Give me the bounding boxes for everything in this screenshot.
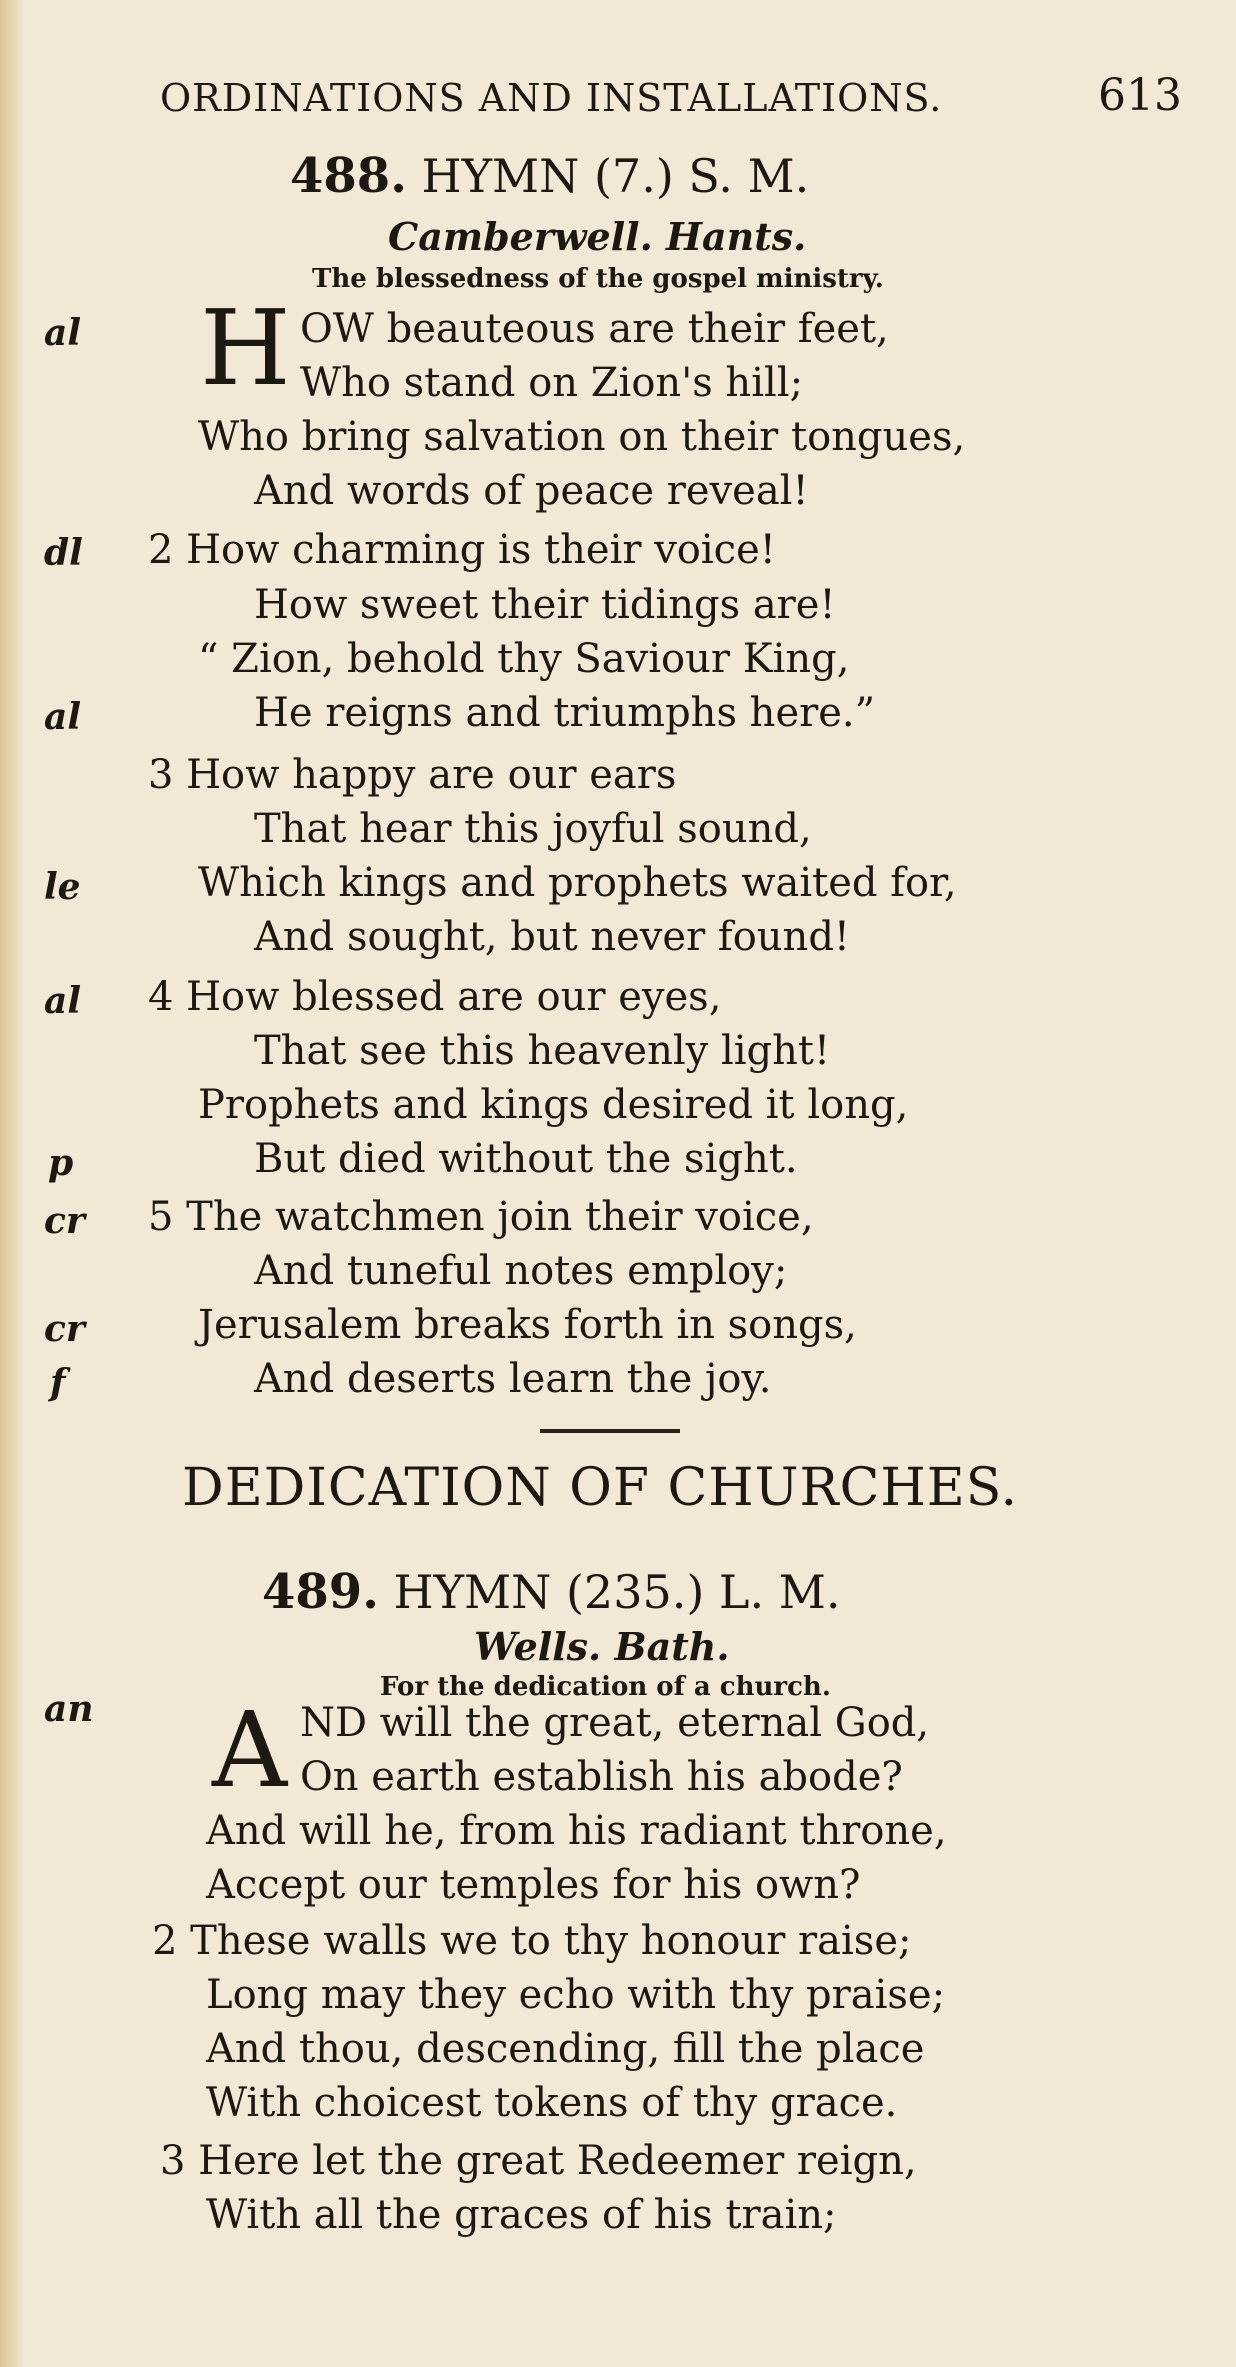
hymn-489-subject: For the dedication of a church. — [380, 1672, 831, 1702]
hymn-489-tune: Wells. Bath. — [474, 1624, 730, 1669]
hymn-488-heading — [290, 148, 809, 204]
hymn-line: ND will the great, eternal God, — [300, 1700, 930, 1746]
hymn-line: Prophets and kings desired it long, — [198, 1082, 909, 1128]
hymn-line: OW beauteous are their feet, — [300, 306, 889, 352]
margin-mark: le — [44, 866, 81, 908]
page-number: 613 — [1098, 70, 1182, 121]
hymn-488-tune: Camberwell. Hants. — [388, 214, 807, 259]
hymn-line: Which kings and prophets waited for, — [198, 860, 957, 906]
margin-mark: al — [44, 980, 82, 1022]
hymn-number: 489. — [262, 1564, 379, 1620]
hymn-line: Who bring salvation on their tongues, — [198, 414, 966, 460]
running-head: ORDINATIONS AND INSTALLATIONS. — [160, 76, 943, 120]
hymn-488-subject: The blessedness of the gospel ministry. — [312, 264, 884, 294]
hymn-line: That see this heavenly light! — [254, 1028, 831, 1074]
margin-mark: al — [44, 696, 82, 738]
hymn-meter: HYMN (235.) L. M. — [393, 1565, 841, 1619]
hymn-489-dropcap: A — [212, 1689, 288, 1811]
hymn-line: And tuneful notes employ; — [254, 1248, 788, 1294]
margin-mark: p — [48, 1142, 74, 1184]
hymn-line: And will he, from his radiant throne, — [206, 1808, 947, 1854]
hymn-488-dropcap: H — [200, 287, 291, 409]
hymn-line: 3 How happy are our ears — [148, 752, 677, 798]
hymn-line: And thou, descending, fill the place — [206, 2026, 925, 2072]
hymn-line: 2 These walls we to thy honour raise; — [152, 1918, 912, 1964]
section-title: DEDICATION OF CHURCHES. — [182, 1458, 1019, 1518]
margin-mark: dl — [44, 532, 83, 574]
margin-mark: cr — [44, 1308, 85, 1350]
hymn-line: 4 How blessed are our eyes, — [148, 974, 722, 1020]
margin-mark: cr — [44, 1200, 85, 1242]
margin-mark: an — [44, 1688, 94, 1730]
hymn-line: With all the graces of his train; — [206, 2192, 837, 2238]
page-gutter — [0, 0, 22, 2367]
hymn-line: Who stand on Zion's hill; — [300, 360, 804, 406]
hymn-line: And words of peace reveal! — [254, 468, 809, 514]
hymn-line: That hear this joyful sound, — [254, 806, 812, 852]
hymn-meter: HYMN (7.) S. M. — [421, 149, 810, 203]
hymn-line: With choicest tokens of thy grace. — [206, 2080, 898, 2126]
section-divider — [540, 1429, 680, 1433]
hymn-line: How sweet their tidings are! — [254, 582, 836, 628]
hymn-number: 488. — [290, 148, 407, 204]
hymn-line: Long may they echo with thy praise; — [206, 1972, 946, 2018]
hymn-line: And sought, but never found! — [254, 914, 850, 960]
hymn-489-heading — [262, 1564, 840, 1620]
hymn-line: Accept our temples for his own? — [206, 1862, 861, 1908]
margin-mark: al — [44, 312, 82, 354]
hymn-line: But died without the sight. — [254, 1136, 798, 1182]
hymn-line: “ Zion, behold thy Saviour King, — [198, 636, 850, 682]
margin-mark: f — [50, 1362, 66, 1404]
hymn-line: And deserts learn the joy. — [254, 1356, 772, 1402]
hymn-line: Jerusalem breaks forth in songs, — [198, 1302, 857, 1348]
hymn-line: 2 How charming is their voice! — [148, 527, 776, 573]
hymn-line: 3 Here let the great Redeemer reign, — [160, 2138, 917, 2184]
hymn-line: 5 The watchmen join their voice, — [148, 1194, 814, 1240]
hymn-line: He reigns and triumphs here.” — [254, 690, 876, 736]
hymn-line: On earth establish his abode? — [300, 1754, 903, 1800]
